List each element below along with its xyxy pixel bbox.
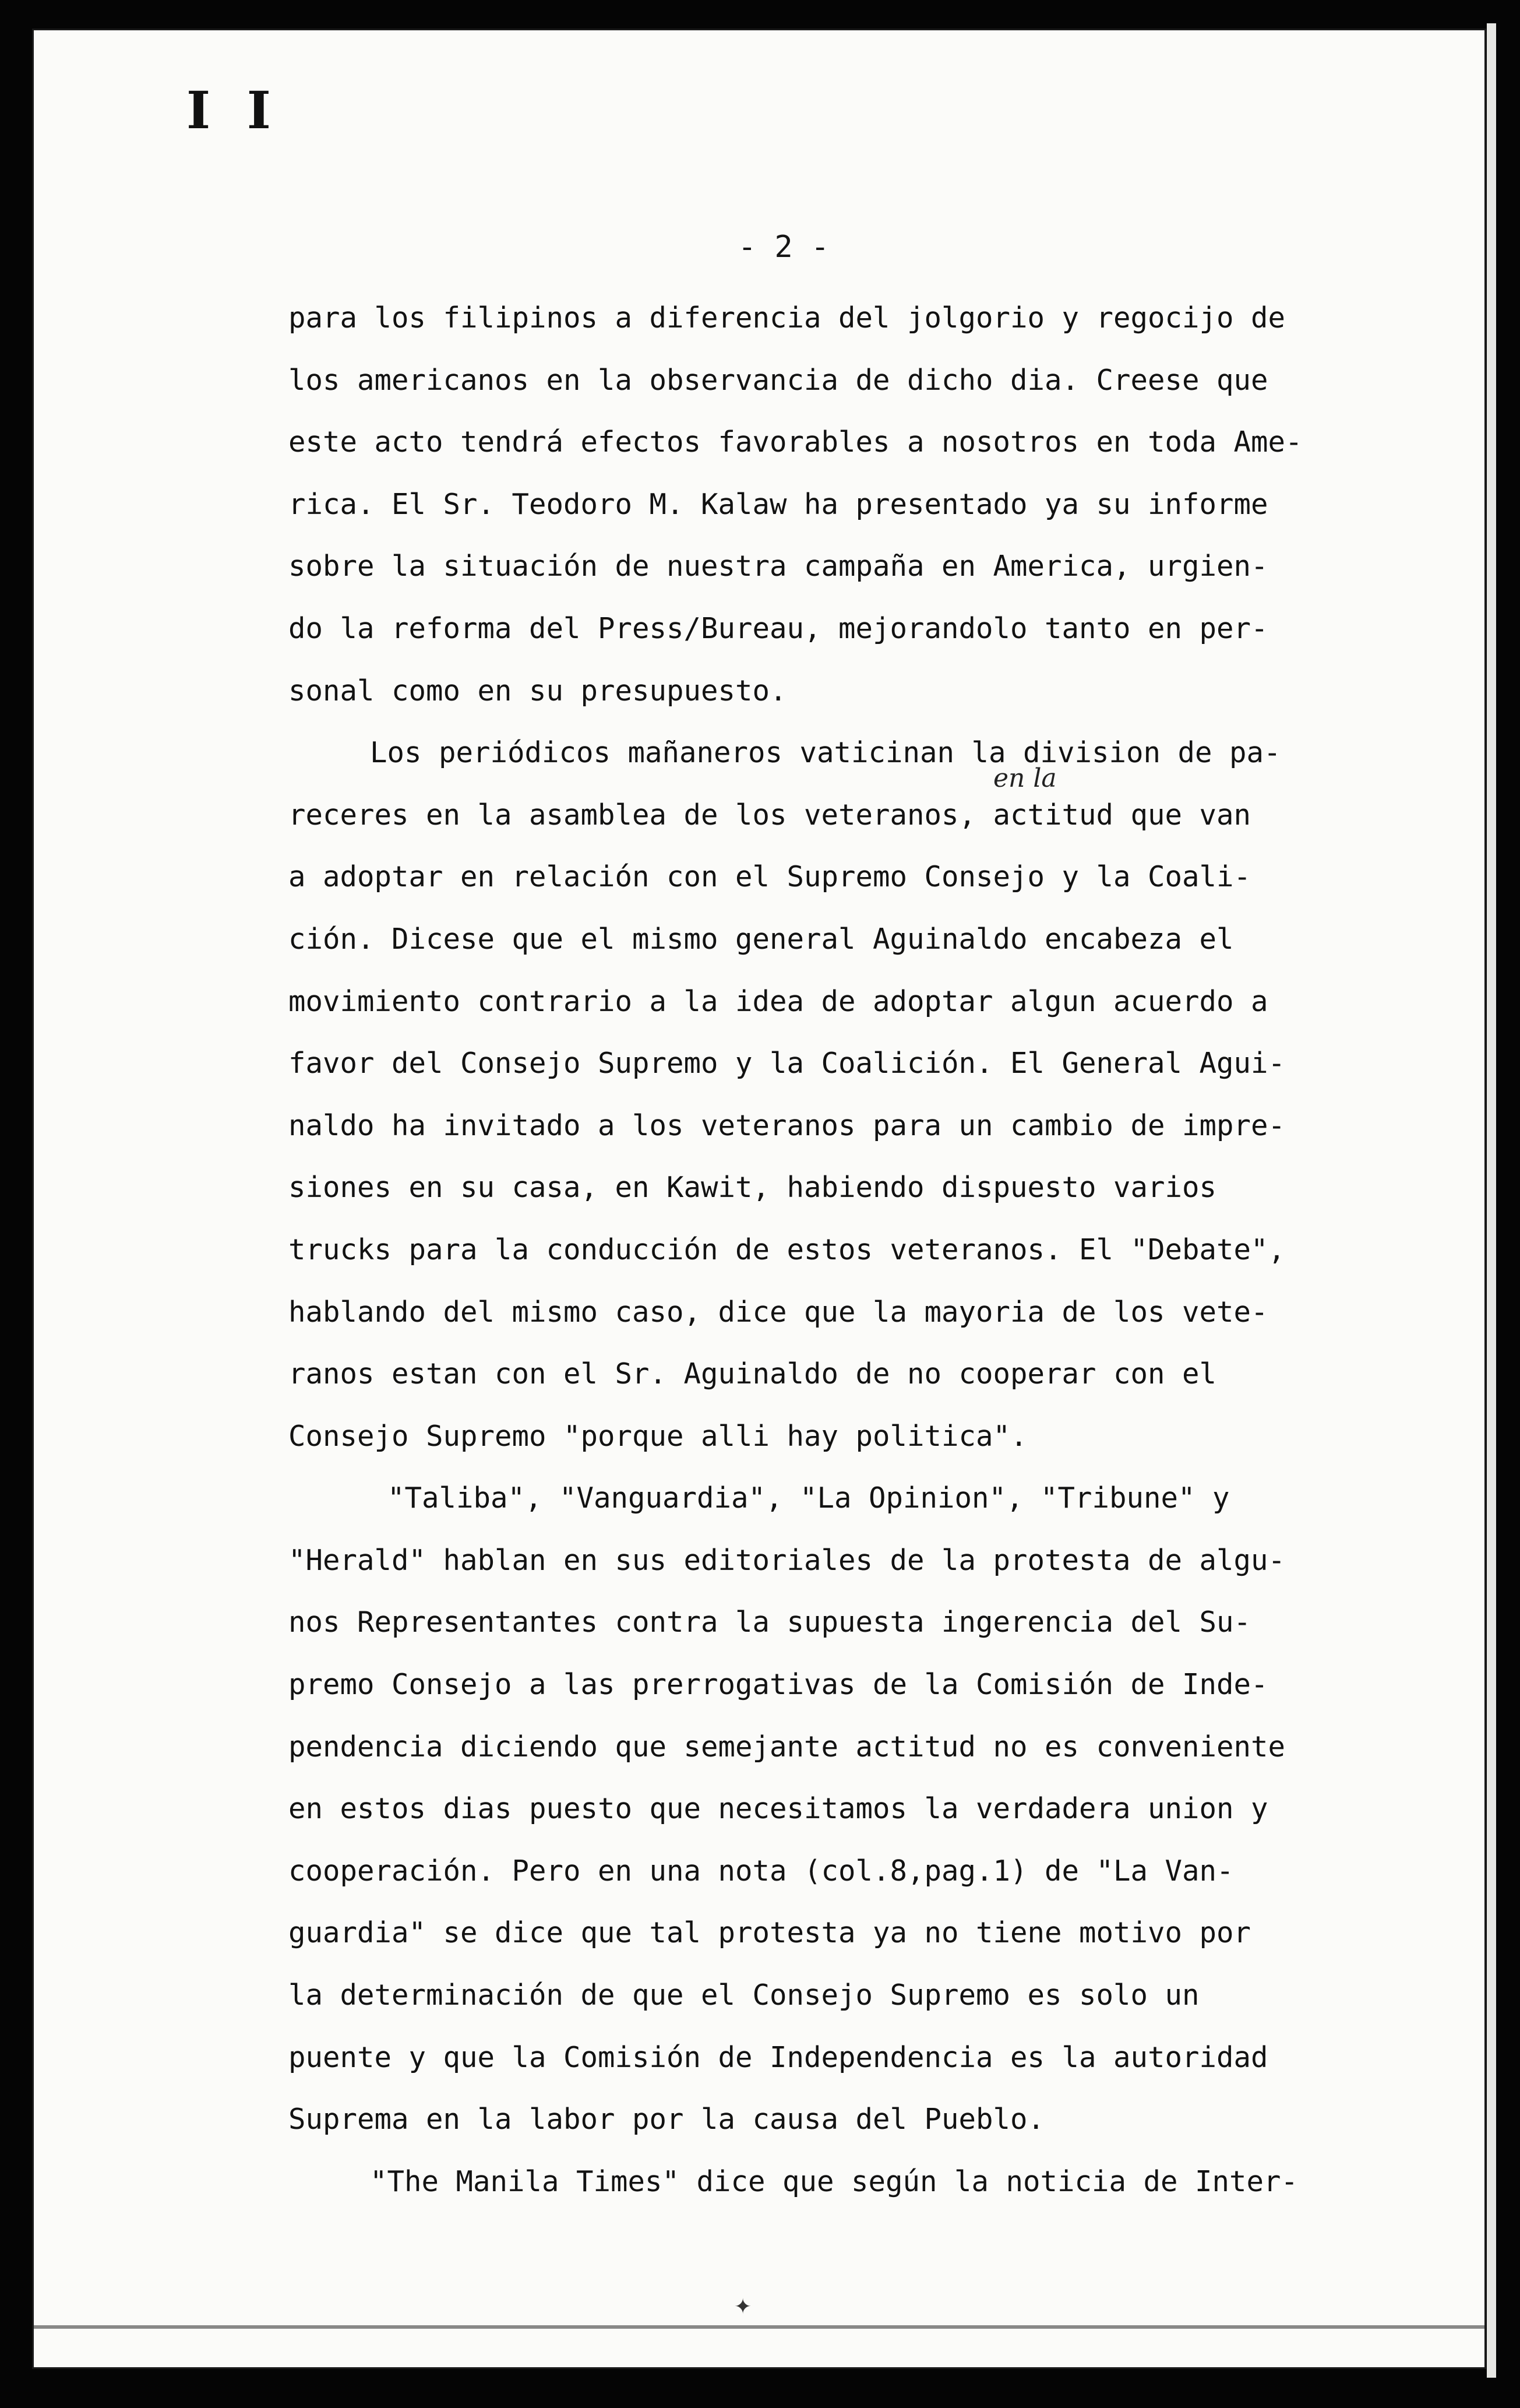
bottom-ink-mark: ✦ xyxy=(734,2295,752,2319)
text-line: ción. Dicese que el mismo general Aguinaldo encabeza el xyxy=(288,922,1234,956)
text-line: movimiento contrario a la idea de adoptar algun acuerdo a xyxy=(288,984,1268,1018)
text-line: "Taliba", "Vanguardia", "La Opinion", "Tribune" y xyxy=(387,1481,1230,1515)
bottom-page-edge xyxy=(34,2325,1484,2329)
text-line: Consejo Supremo "porque alli hay politica". xyxy=(288,1419,1028,1453)
text-line: naldo ha invitado a los veteranos para un cambio de impre- xyxy=(288,1108,1286,1142)
text-line: ranos estan con el Sr. Aguinaldo de no cooperar con el xyxy=(288,1357,1217,1391)
text-line: para los filipinos a diferencia del jolgorio y regocijo de xyxy=(288,301,1286,335)
text-line: receres en la asamblea de los veteranos, actitud que van xyxy=(288,798,1251,832)
text-line: nos Representantes contra la supuesta ingerencia del Su- xyxy=(288,1606,1251,1639)
text-line: los americanos en la observancia de dicho dia. Creese que xyxy=(288,363,1268,397)
text-line: puente y que la Comisión de Independencia es la autoridad xyxy=(288,2040,1268,2074)
text-line: premo Consejo a las prerrogativas de la Comisión de Inde- xyxy=(288,1668,1268,1702)
text-line: hablando del mismo caso, dice que la mayoria de los vete- xyxy=(288,1295,1268,1329)
text-line: trucks para la conducción de estos veteranos. El "Debate", xyxy=(288,1233,1286,1266)
text-line: rica. El Sr. Teodoro M. Kalaw ha presentado ya su informe xyxy=(288,487,1268,521)
handwritten-insert: en la xyxy=(993,763,1057,793)
text-line: "Herald" hablan en sus editoriales de la protesta de algu- xyxy=(288,1543,1286,1577)
text-line: Los periódicos mañaneros vaticinan la division de pa- xyxy=(370,736,1281,770)
text-line: sonal como en su presupuesto. xyxy=(288,674,787,707)
text-line: guardia" se dice que tal protesta ya no tiene motivo por xyxy=(288,1916,1251,1950)
page-number: - 2 - xyxy=(738,230,830,265)
text-line: este acto tendrá efectos favorables a nosotros en toda Ame- xyxy=(288,425,1303,459)
text-line: favor del Consejo Supremo y la Coalición. El General Agui- xyxy=(288,1047,1286,1080)
page-edge-strip xyxy=(1487,23,1496,2378)
text-line: do la reforma del Press/Bureau, mejorandolo tanto en per- xyxy=(288,611,1268,645)
text-line: cooperación. Pero en una nota (col.8,pag.1) de "La Van- xyxy=(288,1854,1234,1888)
text-line: sobre la situación de nuestra campaña en America, urgien- xyxy=(288,550,1268,583)
text-line: la determinación de que el Consejo Supremo es solo un xyxy=(288,1978,1200,2012)
text-line: Suprema en la labor por la causa del Pueblo. xyxy=(288,2103,1045,2136)
text-line: a adoptar en relación con el Supremo Consejo y la Coali- xyxy=(288,860,1251,894)
text-line: en estos dias puesto que necesitamos la verdadera union y xyxy=(288,1792,1268,1826)
text-line: siones en su casa, en Kawit, habiendo dispuesto varios xyxy=(288,1171,1217,1205)
text-line: pendencia diciendo que semejante actitud no es conveniente xyxy=(288,1730,1286,1763)
corner-annotation: I I xyxy=(186,80,280,140)
text-line: "The Manila Times" dice que según la noticia de Inter- xyxy=(370,2164,1299,2198)
body-text xyxy=(288,297,1355,2223)
